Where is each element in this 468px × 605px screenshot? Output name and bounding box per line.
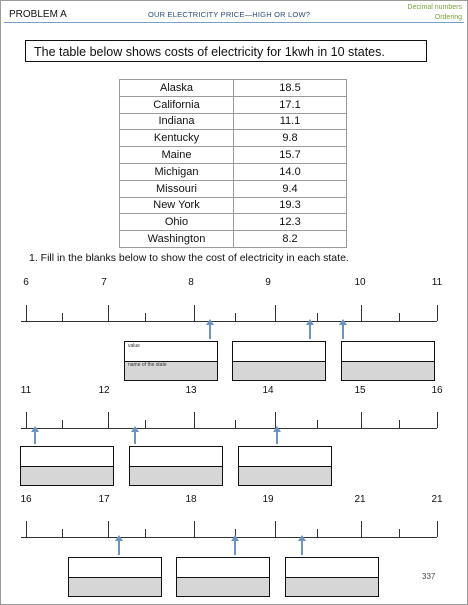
- state-cell: Alaska: [120, 80, 234, 97]
- cost-cell: 17.1: [234, 96, 347, 113]
- tick-label: 18: [185, 494, 197, 505]
- state-cell: Indiana: [120, 113, 234, 130]
- pointer-arrow: [276, 432, 278, 444]
- major-tick: [194, 412, 195, 428]
- tick-label: 16: [20, 494, 32, 505]
- major-tick: [437, 412, 438, 428]
- value-caption: value: [128, 343, 140, 349]
- answer-box: [124, 341, 218, 381]
- state-blank[interactable]: [239, 467, 331, 485]
- minor-tick: [317, 313, 318, 321]
- state-blank[interactable]: [177, 578, 269, 596]
- answer-box: [176, 557, 270, 597]
- pointer-arrow: [34, 432, 36, 444]
- state-blank[interactable]: [69, 578, 161, 596]
- tick-label: 17: [98, 494, 110, 505]
- topic-label: [408, 3, 462, 23]
- cost-cell: 8.2: [234, 231, 347, 248]
- tick-label: 11: [20, 385, 32, 396]
- tick-label: 14: [262, 385, 274, 396]
- tick-label: 21: [431, 494, 443, 505]
- minor-tick: [235, 420, 236, 428]
- major-tick: [108, 521, 109, 537]
- answer-box: [232, 341, 326, 381]
- major-tick: [361, 521, 362, 537]
- table-row: [120, 130, 347, 147]
- topic-line-1: Decimal numbers: [407, 4, 462, 11]
- pointer-arrow: [118, 541, 120, 555]
- state-cell: Ohio: [120, 214, 234, 231]
- minor-tick: [399, 420, 400, 428]
- major-tick: [437, 305, 438, 321]
- state-caption: name of the state: [128, 362, 167, 368]
- minor-tick: [317, 529, 318, 537]
- problem-label: PROBLEM A: [9, 9, 67, 20]
- tick-label: 7: [101, 277, 107, 288]
- header-divider: [4, 22, 464, 23]
- table-row: [120, 180, 347, 197]
- major-tick: [26, 412, 27, 428]
- tick-label: 9: [265, 277, 271, 288]
- state-blank[interactable]: [342, 362, 434, 380]
- table-row: [120, 231, 347, 248]
- tick-label: 21: [354, 494, 366, 505]
- state-blank[interactable]: [21, 467, 113, 485]
- value-blank[interactable]: [239, 447, 331, 467]
- table-row: [120, 80, 347, 97]
- table-row: [120, 113, 347, 130]
- state-cell: Missouri: [120, 180, 234, 197]
- state-cell: Michigan: [120, 163, 234, 180]
- state-cell: Washington: [120, 231, 234, 248]
- tick-label: 16: [431, 385, 443, 396]
- major-tick: [26, 521, 27, 537]
- number-line-axis: [21, 321, 437, 322]
- minor-tick: [145, 313, 146, 321]
- cost-cell: 9.4: [234, 180, 347, 197]
- value-blank[interactable]: [21, 447, 113, 467]
- intro-box: The table below shows costs of electricity for 1kwh in 10 states.: [25, 40, 427, 62]
- pointer-arrow: [309, 325, 311, 339]
- value-blank[interactable]: [177, 558, 269, 578]
- table-row: [120, 197, 347, 214]
- answer-box: [129, 446, 223, 486]
- answer-box: [341, 341, 435, 381]
- value-blank[interactable]: [342, 342, 434, 362]
- minor-tick: [317, 420, 318, 428]
- state-blank[interactable]: [286, 578, 378, 596]
- pointer-arrow: [134, 432, 136, 444]
- value-blank[interactable]: [69, 558, 161, 578]
- minor-tick: [399, 313, 400, 321]
- major-tick: [275, 305, 276, 321]
- tick-label: 13: [185, 385, 197, 396]
- page-number: 337: [422, 572, 436, 581]
- state-cell: California: [120, 96, 234, 113]
- pointer-arrow: [234, 541, 236, 555]
- tick-label: 6: [23, 277, 29, 288]
- table-row: [120, 163, 347, 180]
- cost-cell: 14.0: [234, 163, 347, 180]
- cost-cell: 11.1: [234, 113, 347, 130]
- tick-label: 10: [354, 277, 366, 288]
- minor-tick: [145, 529, 146, 537]
- pointer-arrow: [342, 325, 344, 339]
- major-tick: [361, 305, 362, 321]
- answer-box: [285, 557, 379, 597]
- tick-label: 12: [98, 385, 110, 396]
- major-tick: [194, 521, 195, 537]
- pointer-arrow: [209, 325, 211, 339]
- answer-box: [20, 446, 114, 486]
- table-row: [120, 96, 347, 113]
- minor-tick: [399, 529, 400, 537]
- cost-cell: 19.3: [234, 197, 347, 214]
- major-tick: [275, 521, 276, 537]
- minor-tick: [62, 529, 63, 537]
- value-blank[interactable]: [286, 558, 378, 578]
- state-blank[interactable]: [130, 467, 222, 485]
- question-1: 1. Fill in the blanks below to show the cost of electricity in each state.: [29, 252, 349, 264]
- value-blank[interactable]: [130, 447, 222, 467]
- cost-cell: 18.5: [234, 80, 347, 97]
- answer-box: [68, 557, 162, 597]
- number-line-axis: [21, 428, 437, 429]
- minor-tick: [235, 313, 236, 321]
- tick-label: 11: [431, 277, 443, 288]
- major-tick: [437, 521, 438, 537]
- tick-label: 8: [188, 277, 194, 288]
- cost-cell: 15.7: [234, 147, 347, 164]
- table-row: [120, 214, 347, 231]
- minor-tick: [62, 420, 63, 428]
- major-tick: [361, 412, 362, 428]
- major-tick: [108, 412, 109, 428]
- number-line-axis: [21, 537, 437, 538]
- answer-box: [238, 446, 332, 486]
- pointer-arrow: [301, 541, 303, 555]
- major-tick: [26, 305, 27, 321]
- minor-tick: [62, 313, 63, 321]
- major-tick: [194, 305, 195, 321]
- value-blank[interactable]: [233, 342, 325, 362]
- table-row: [120, 147, 347, 164]
- cost-cell: 12.3: [234, 214, 347, 231]
- state-cell: New York: [120, 197, 234, 214]
- state-cell: Maine: [120, 147, 234, 164]
- electricity-cost-table: [119, 79, 347, 248]
- state-cell: Kentucky: [120, 130, 234, 147]
- topic-line-2: Ordering: [434, 14, 462, 21]
- worksheet-title: OUR ELECTRICITY PRICE—HIGH OR LOW?: [148, 10, 311, 19]
- tick-label: 15: [354, 385, 366, 396]
- tick-label: 19: [262, 494, 274, 505]
- major-tick: [108, 305, 109, 321]
- minor-tick: [145, 420, 146, 428]
- cost-cell: 9.8: [234, 130, 347, 147]
- state-blank[interactable]: [233, 362, 325, 380]
